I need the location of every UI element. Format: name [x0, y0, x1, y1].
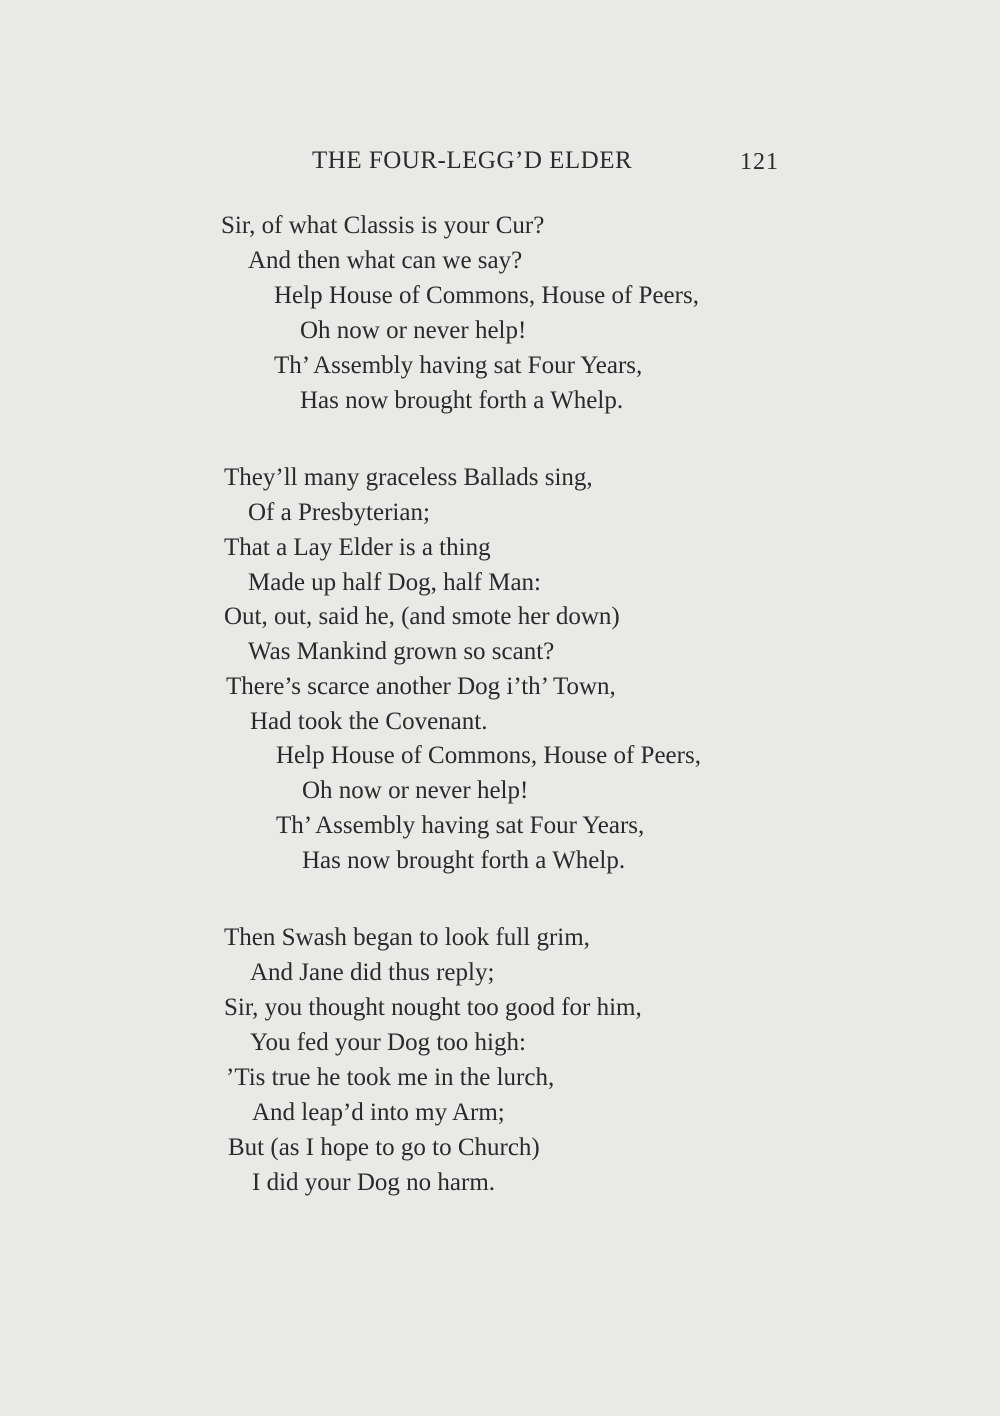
- verse-line: They’ll many graceless Ballads sing,: [224, 464, 593, 491]
- verse-line: And then what can we say?: [248, 247, 523, 274]
- running-head-title: THE FOUR-LEGG’D ELDER: [312, 147, 633, 174]
- refrain-line: Has now brought forth a Whelp.: [300, 387, 624, 414]
- refrain-line: Help House of Commons, House of Peers,: [276, 742, 701, 769]
- verse-line: Then Swash began to look full grim,: [224, 924, 590, 951]
- refrain-line: Th’ Assembly having sat Four Years,: [274, 352, 643, 379]
- refrain-line: Oh now or never help!: [300, 317, 527, 344]
- verse-line: I did your Dog no harm.: [252, 1169, 496, 1196]
- verse-line: And Jane did thus reply;: [250, 959, 495, 986]
- verse-line: ’Tis true he took me in the lurch,: [226, 1064, 555, 1091]
- refrain-line: Has now brought forth a Whelp.: [302, 847, 626, 874]
- refrain-line: Oh now or never help!: [302, 777, 529, 804]
- refrain-line: Help House of Commons, House of Peers,: [274, 282, 699, 309]
- verse-line: Had took the Covenant.: [250, 708, 488, 735]
- verse-line: But (as I hope to go to Church): [228, 1134, 540, 1161]
- verse-line: That a Lay Elder is a thing: [224, 534, 491, 561]
- verse-line: You fed your Dog too high:: [250, 1029, 526, 1056]
- verse-line: Sir, you thought nought too good for him,: [224, 994, 642, 1021]
- verse-line: Was Mankind grown so scant?: [248, 638, 555, 665]
- verse-line: There’s scarce another Dog i’th’ Town,: [226, 673, 616, 700]
- verse-line: And leap’d into my Arm;: [252, 1099, 505, 1126]
- verse-line: Made up half Dog, half Man:: [248, 569, 541, 596]
- verse-line: Of a Presbyterian;: [248, 499, 430, 526]
- refrain-line: Th’ Assembly having sat Four Years,: [276, 812, 645, 839]
- page-number: 121: [740, 149, 779, 175]
- verse-line: Out, out, said he, (and smote her down): [224, 603, 620, 630]
- verse-line: Sir, of what Classis is your Cur?: [221, 212, 545, 239]
